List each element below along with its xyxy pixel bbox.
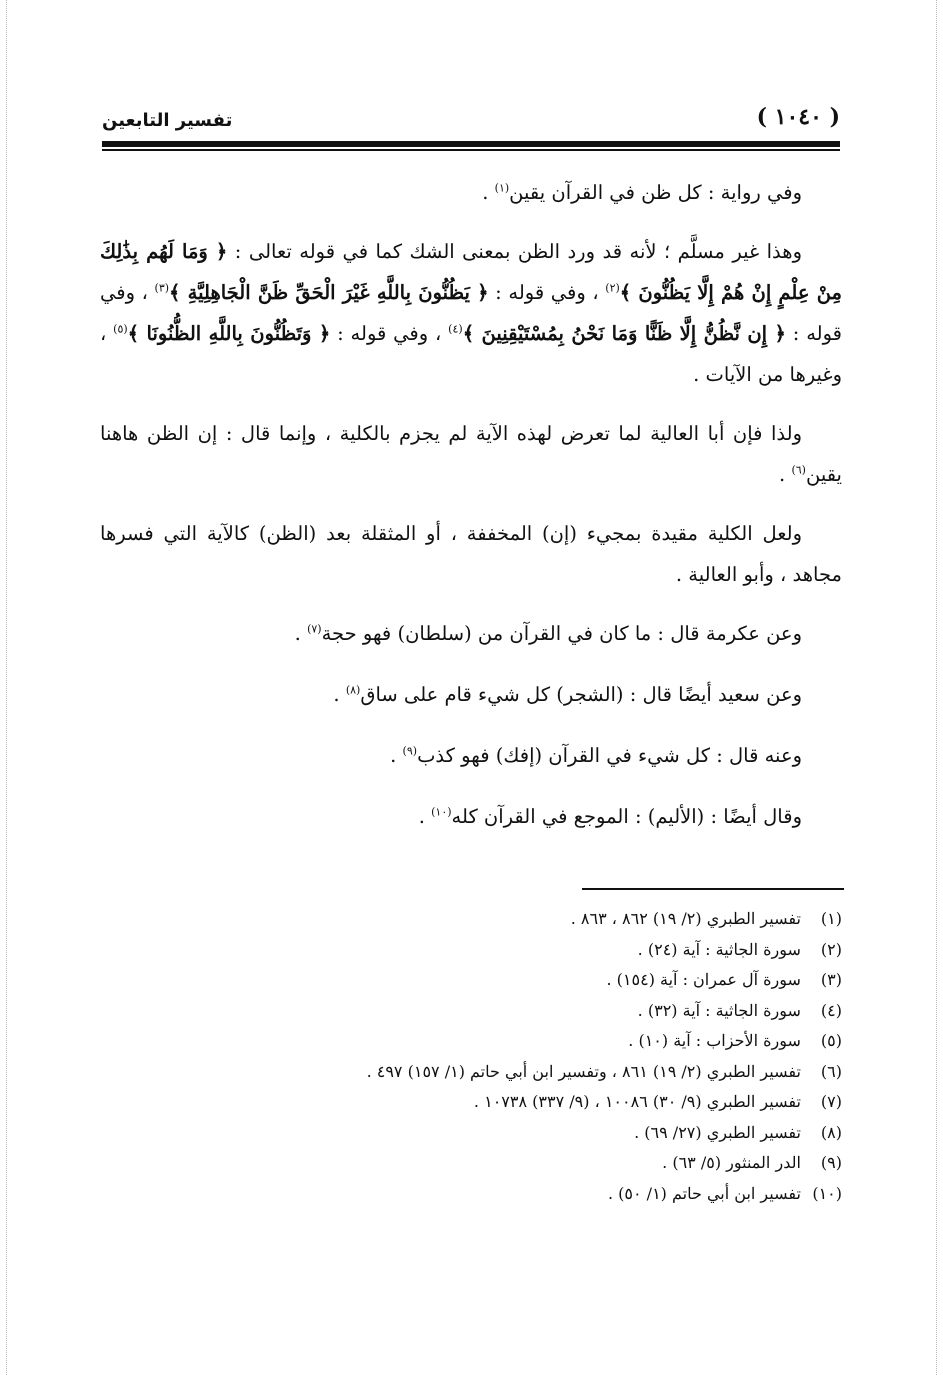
footnote xyxy=(100,935,842,966)
paragraph xyxy=(100,735,842,776)
paragraph-text: . xyxy=(294,622,308,645)
paragraph-text: . xyxy=(333,683,346,706)
page-header xyxy=(102,100,840,140)
paragraph-text: وعن عكرمة قال : ما كان في القرآن من (سلطان) فهو حجة xyxy=(321,622,802,645)
paragraph-text: وفي رواية : كل ظن في القرآن يقين xyxy=(509,181,802,204)
quran-quote: ﴿ يَظُنُّونَ بِاللَّهِ غَيْرَ الْحَقِّ ظَنَّ الْجَاهِلِيَّةِ ﴾ xyxy=(169,281,489,304)
footnote-separator xyxy=(582,888,844,890)
scan-edge-left xyxy=(6,0,7,1375)
footnote xyxy=(100,1118,842,1149)
paragraph xyxy=(100,613,842,654)
paragraph xyxy=(100,172,842,213)
footnote-text: تفسير ابن أبي حاتم (١/ ٥٠) . xyxy=(607,1183,801,1203)
quran-quote: ﴿ وَتَظُنُّونَ بِاللَّهِ الظُّنُونَا ﴾ xyxy=(127,322,331,345)
footnote-text: تفسير الطبري (٢٧/ ٦٩) . xyxy=(634,1122,801,1142)
footnote-number: (٤) xyxy=(820,1000,842,1020)
footnote xyxy=(100,996,842,1027)
footnote-number: (١) xyxy=(820,909,842,928)
paragraph-text: . xyxy=(779,463,792,486)
paragraph-text: . xyxy=(482,181,495,204)
footnote xyxy=(100,965,842,996)
paragraph-text: ، وفي قوله : xyxy=(488,281,606,304)
main-text xyxy=(100,172,842,857)
paragraph-text: ، وفي قوله : xyxy=(330,322,449,345)
footnote xyxy=(100,1148,842,1179)
footnote xyxy=(100,1179,842,1210)
footnote xyxy=(100,904,842,935)
footnote xyxy=(100,1026,842,1057)
book-title: تفسير التابعين xyxy=(102,110,233,131)
paragraph xyxy=(100,796,842,837)
paragraph-text: وهذا غير مسلَّم ؛ لأنه قد ورد الظن بمعنى الشك كما في قوله تعالى : xyxy=(227,240,802,263)
header-rule-thick xyxy=(102,141,840,147)
footnote-text: سورة آل عمران : آية (١٥٤) . xyxy=(606,970,801,989)
footnote-number: (٨) xyxy=(820,1122,842,1142)
footnotes xyxy=(100,904,842,1209)
footnote-text: الدر المنثور (٥/ ٦٣) . xyxy=(662,1153,801,1172)
paragraph-text: . xyxy=(390,744,403,767)
footnote xyxy=(100,1057,842,1088)
footnote-text: تفسير الطبري (٩/ ٣٠) ١٠٠٨٦ ، (٩/ ٣٣٧) ١٠٧٣٨ . xyxy=(473,1092,801,1111)
paragraph-text: وعن سعيد أيضًا قال : (الشجر) كل شيء قام على ساق xyxy=(360,683,802,706)
footnote-text: تفسير الطبري (٢/ ١٩) ٨٦٢ ، ٨٦٣ . xyxy=(570,909,801,928)
footnote-number: (٧) xyxy=(820,1092,842,1111)
paragraph-text: وقال أيضًا : (الأليم) : الموجع في القرآن كله xyxy=(451,805,802,828)
paragraph-text: ولعل الكلية مقيدة بمجيء (إن) المخففة ، أو المثقلة بعد (الظن) كالآية التي فسرها مجاهد ، وأبو العالية . xyxy=(100,522,842,586)
footnote-number: (١٠) xyxy=(812,1183,842,1203)
footnote-ref: (١٠) xyxy=(431,805,452,819)
footnote-ref: (٩) xyxy=(402,744,418,758)
footnote-number: (٩) xyxy=(820,1153,842,1172)
footnote-ref: (٥) xyxy=(113,322,128,336)
footnote-text: سورة الجاثية : آية (٣٢) . xyxy=(637,1000,801,1020)
footnote-text: سورة الأحزاب : آية (١٠) . xyxy=(628,1031,801,1050)
paragraph xyxy=(100,513,842,595)
quran-quote: ﴿ وَمَا لَهُم بِذَٰلِكَ مِنْ عِلْمٍ إِنْ هُمْ إِلَّا يَظُنُّونَ ﴾ xyxy=(100,240,842,304)
page-number: ( ١٠٤٠ ) xyxy=(756,104,840,130)
footnote-text: تفسير الطبري (٢/ ١٩) ٨٦١ ، وتفسير ابن أبي حاتم (١/ ١٥٧) ٤٩٧ . xyxy=(366,1061,801,1081)
quran-quote: ﴿ إِن نَّظُنُّ إِلَّا ظَنًّا وَمَا نَحْنُ بِمُسْتَيْقِنِينَ ﴾ xyxy=(462,322,786,345)
header-rule-thin xyxy=(102,149,840,151)
paragraph-text: ، وغيرها من الآيات . xyxy=(100,322,842,386)
paragraph xyxy=(100,231,842,395)
footnote-number: (٥) xyxy=(820,1031,842,1050)
footnote-number: (٣) xyxy=(820,970,842,989)
paragraph-text: ولذا فإن أبا العالية لما تعرض لهذه الآية لم يجزم بالكلية ، وإنما قال : إن الظن هاهنا يقين xyxy=(100,422,842,486)
footnote-ref: (٧) xyxy=(307,622,322,636)
paragraph xyxy=(100,413,842,495)
footnote-ref: (٤) xyxy=(448,322,463,336)
footnote-ref: (١) xyxy=(494,181,510,195)
footnote-ref: (٨) xyxy=(345,683,361,697)
footnote-number: (٢) xyxy=(820,939,842,959)
footnote-ref: (٢) xyxy=(605,281,620,295)
paragraph-text: . xyxy=(418,805,432,828)
footnote-number: (٦) xyxy=(820,1061,842,1081)
footnote-ref: (٦) xyxy=(791,463,806,477)
footnote-text: سورة الجاثية : آية (٢٤) . xyxy=(637,939,801,959)
paragraph-text: ، وفي قوله : xyxy=(100,281,842,345)
scan-edge-right xyxy=(936,0,937,1375)
paragraph-text: وعنه قال : كل شيء في القرآن (إفك) فهو كذب xyxy=(417,744,802,767)
footnote-ref: (٣) xyxy=(154,281,170,295)
footnote xyxy=(100,1087,842,1118)
paragraph xyxy=(100,674,842,715)
